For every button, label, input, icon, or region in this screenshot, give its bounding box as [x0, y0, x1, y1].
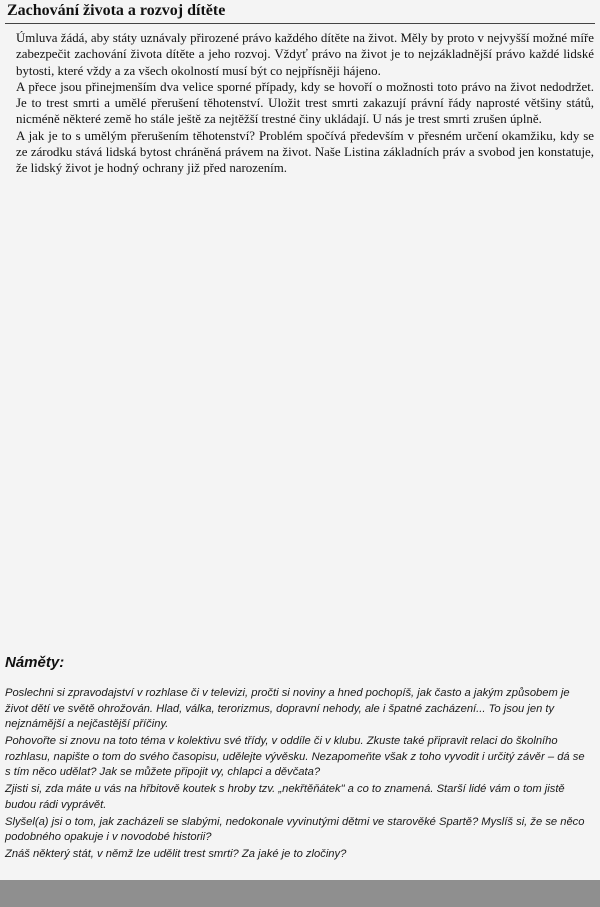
article-paragraph: A přece jsou přinejmenším dva velice sporné případy, kdy se hovoří o možnosti toto právo na život nedodržet. Je to trest smrti a umělé přerušení těhotenství. Uložit trest smrti zakazují právní řády naprosté většiny států, nicméně některé země ho stále ještě za nejtěžší trestné činy ukládají. U nás je trest smrti zrušen úplně. [16, 79, 594, 127]
namety-heading: Náměty: [5, 654, 65, 671]
namety-item: Zjisti si, zda máte u vás na hřbitově koutek s hroby tzv. „nekřtěňátek" a co to znamená. Starší lidé vám o tom jistě budou rádi vyprávět. [5, 783, 565, 811]
title-divider [5, 23, 595, 24]
namety-item: Znáš některý stát, v němž lze udělit trest smrti? Za jaké je to zločiny? [5, 848, 347, 860]
article-paragraph: A jak je to s umělým přerušením těhotenství? Problém spočívá především v přesném určení okamžiku, kdy se ze zárodku stává lidská bytost chráněná právem na život. Naše Listina základních práv a svobod jen konstatuje, že lidský život je hodný ochrany již před narozením. [16, 128, 594, 176]
article-title: Zachování života a rozvoj dítěte [7, 2, 226, 19]
namety-item: Pohovořte si znovu na toto téma v kolektivu své třídy, v oddíle či v klubu. Zkuste také připravit relaci do školního rozhlasu, napište o tom do svého časopisu, udělejte vývěsku. Nezapomeňte však z toho vyvodit i určitý závěr – dá se s tím něco udělat? Jak se můžete připojit vy, chlapci a děvčata? [5, 735, 585, 778]
article-paragraph: Úmluva žádá, aby státy uznávaly přirozené právo každého dítěte na život. Měly by proto v nejvyšší možné míře zabezpečit zachování života dítěte a jeho rozvoj. Vždyť právo na život je to nejzákladnější právo každé lidské bytosti, které vždy a za všech okolností musí být co nejpřísněji hájeno. [16, 31, 594, 78]
bottom-band [0, 880, 600, 907]
namety-item: Poslechni si zpravodajství v rozhlase či v televizi, pročti si noviny a hned pochopíš, jak často a jakým způsobem je život dětí ve světě ohrožován. Hlad, válka, terorizmus, dopravní nehody, ale i špatné zacházení... To jsou jen ty nejznámější a nejčastější příčiny. [5, 687, 570, 730]
namety-list [5, 686, 592, 864]
namety-item: Slyšel(a) jsi o tom, jak zacházeli se slabými, nedokonale vyvinutými dětmi ve starověké Spartě? Myslíš si, že se něco podobného opakuje i v novodobé historii? [5, 815, 585, 843]
article-body [16, 30, 594, 177]
